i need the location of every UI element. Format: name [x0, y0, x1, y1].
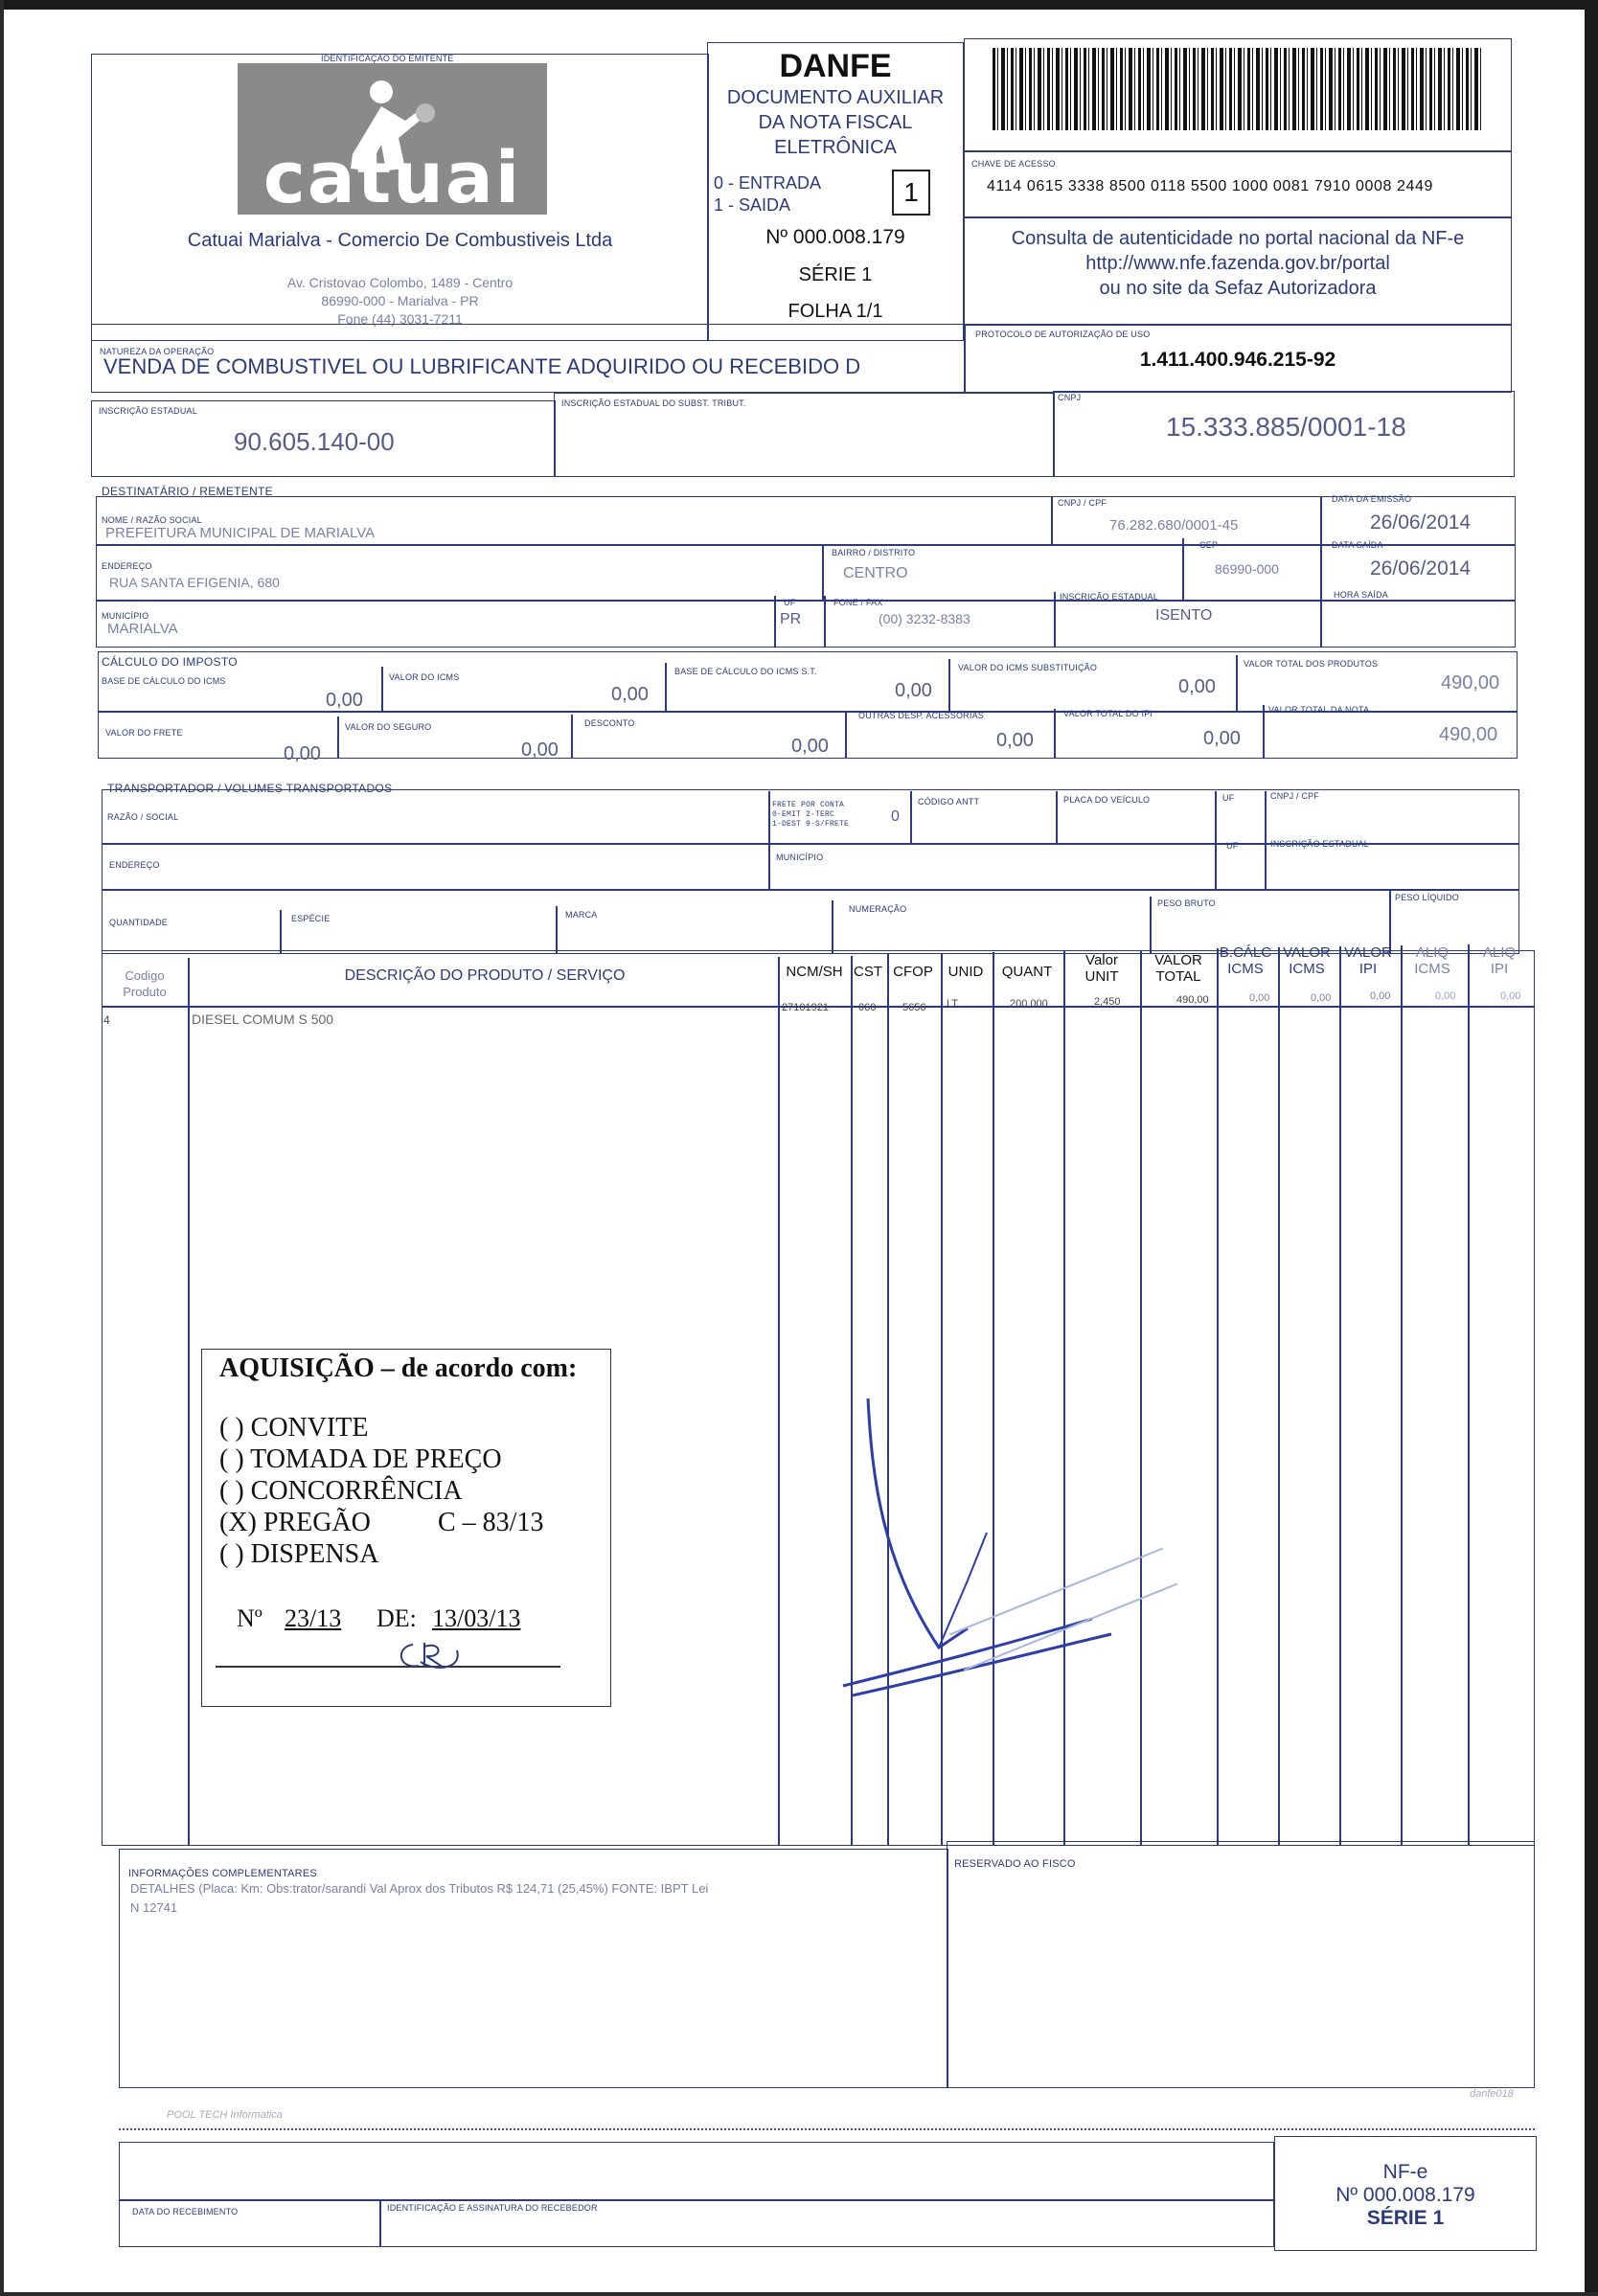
recipient-col-dates [1320, 496, 1322, 648]
antt-label: CÓDIGO ANTT [918, 797, 980, 807]
hdr-description: DESCRIÇÃO DO PRODUTO / SERVIÇO [344, 967, 626, 984]
discount-value: 0,00 [791, 736, 829, 757]
danfe-code: danfe018 [1470, 2088, 1514, 2100]
official-stamp-icon [920, 1513, 1207, 1705]
products-column-divider [778, 957, 780, 1845]
icms-value: 0,00 [611, 684, 649, 705]
transport-col-brand [832, 900, 833, 954]
logo-wordmark: catuai [263, 137, 522, 219]
danfe-subtitle-2: DA NOTA FISCAL [758, 112, 913, 133]
base-st: 0,00 [895, 680, 932, 701]
city-label: MUNICÍPIO [102, 611, 149, 621]
products-column-divider [188, 958, 190, 1845]
transport-col-uf [1215, 791, 1217, 889]
hdr-code-2: Produto [123, 985, 167, 999]
protocol-value: 1.411.400.946.215-92 [1139, 349, 1336, 371]
tax-col-4 [1236, 655, 1238, 711]
exit-time-label: HORA SAÍDA [1334, 590, 1389, 600]
receipt-row [119, 2199, 1274, 2201]
carrier-uf2-label: UF [1226, 841, 1239, 851]
tax-col-b4 [1054, 709, 1056, 759]
recipient-cnpj-label: CNPJ / CPF [1058, 498, 1107, 508]
stamp-pregao-code: C – 83/13 [438, 1508, 544, 1537]
stamp-option-convite: ( ) CONVITE [219, 1413, 369, 1443]
recipient-col-cep [1182, 538, 1184, 600]
software-credit: POOL TECH Informatica [167, 2109, 283, 2121]
hdr-aliq-ipi-2: IPI [1490, 961, 1509, 977]
recipient-ie: ISENTO [1155, 607, 1213, 624]
transport-col-number [1150, 897, 1152, 954]
recipient-address-label: ENDEREÇO [102, 561, 152, 571]
hdr-icms-1: VALOR [1283, 944, 1331, 961]
recipient-col-phone [824, 596, 826, 648]
danfe-subtitle-1: DOCUMENTO AUXILIAR [726, 87, 945, 108]
phone-label: FONE / FAX [833, 598, 883, 607]
hdr-ipi-2: IPI [1358, 961, 1378, 977]
hdr-aliq-ipi [1466, 944, 1533, 977]
hdr-unit-value-2: UNIT [1084, 968, 1119, 985]
transport-section: TRANSPORTADOR / VOLUMES TRANSPORTADOS [107, 782, 393, 795]
danfe-title: DANFE [779, 48, 892, 84]
access-key-label: CHAVE DE ACESSO [971, 159, 1056, 169]
qty-label: QUANTIDADE [109, 918, 169, 927]
hdr-icms [1276, 944, 1337, 977]
stamp-option-tomada: ( ) TOMADA DE PREÇO [219, 1444, 502, 1474]
row-code: 4 [103, 1013, 110, 1027]
base-icms-label: BASE DE CÁLCULO DO ICMS [102, 676, 226, 686]
hdr-cst: CST [854, 964, 882, 980]
transport-col-qty [280, 910, 282, 954]
tax-col-1 [381, 667, 383, 711]
recipient-name-label: NOME / RAZÃO SOCIAL [102, 515, 202, 525]
ipi-total-label: VALOR TOTAL DO IPI [1063, 709, 1153, 718]
icms-label: VALOR DO ICMS [389, 672, 460, 682]
icms-st-label: VALOR DO ICMS SUBSTITUIÇÃO [958, 663, 1098, 672]
scan-edge-right [1585, 0, 1598, 2296]
freight-by-2: 0-EMIT 2-TERC [772, 810, 835, 819]
freight-by-3: 1-DEST 9-S/FRETE [772, 820, 850, 829]
scan-edge-top [0, 0, 1598, 10]
transport-row-2 [102, 889, 1519, 891]
ipi-total: 0,00 [1203, 728, 1241, 749]
hdr-aliq-icms [1399, 944, 1466, 977]
transport-col-species [556, 906, 558, 954]
invoice-series: SÉRIE 1 [798, 264, 873, 285]
hdr-ncm: NCM/SH [786, 964, 843, 980]
insurance-value: 0,00 [521, 739, 559, 761]
district-label: BAIRRO / DISTRITO [832, 548, 916, 557]
freight-label: VALOR DO FRETE [105, 728, 183, 738]
stub-series: SÉRIE 1 [1366, 2207, 1445, 2229]
access-divider-2 [964, 216, 1512, 218]
emission-date-label: DATA DA EMISSÃO [1332, 494, 1412, 504]
stamp-option-dispensa: ( ) DISPENSA [219, 1539, 379, 1569]
exit-label: 1 - SAIDA [714, 195, 791, 215]
emitter-section-label: IDENTIFICAÇÃO DO EMITENTE [321, 54, 454, 63]
danfe-subtitle-3: ELETRÔNICA [774, 137, 897, 158]
numbering-label: NUMERAÇÃO [849, 904, 907, 914]
access-key: 4114 0615 3338 8500 0118 5500 1000 0081 7910 0008 2449 [987, 178, 1434, 194]
hdr-aliq-icms-1: ALIQ [1415, 944, 1450, 961]
hdr-icms-2: ICMS [1289, 961, 1325, 977]
hdr-bc-icms-2: ICMS [1227, 961, 1264, 977]
hdr-unit-value-1: Valor [1085, 952, 1118, 968]
ie-value: 90.605.140-00 [234, 427, 395, 456]
transport-col-plate [1056, 791, 1058, 843]
cep-value: 86990-000 [1215, 561, 1279, 577]
net-weight-label: PESO LÍQUIDO [1395, 893, 1459, 902]
reserved-fisco-label: RESERVADO AO FISCO [954, 1858, 1076, 1870]
invoice-number: Nº 000.008.179 [765, 226, 905, 248]
nature-value: VENDA DE COMBUSTIVEL OU LUBRIFICANTE ADQUIRIDO OU RECEBIDO D [103, 354, 861, 378]
products-column-divider [1339, 946, 1341, 1845]
complementary-info-line-2: N 12741 [130, 1900, 178, 1915]
recipient-col-cnpj [1051, 496, 1053, 544]
consult-line-1: Consulta de autenticidade no portal nacional da NF-e [1011, 228, 1465, 249]
receipt-box [119, 2142, 1274, 2247]
recipient-cnpj: 76.282.680/0001-45 [1109, 517, 1239, 534]
cnpj-label: CNPJ [1058, 393, 1082, 402]
carrier-cnpj-label: CNPJ / CPF [1270, 791, 1320, 801]
row-total: 490,00 [1176, 994, 1209, 1006]
recipient-col-uf [774, 596, 776, 648]
row-bc-icms: 0,00 [1249, 992, 1270, 1004]
freight-by-value: 0 [891, 808, 900, 825]
tax-col-b5 [1263, 705, 1265, 759]
recipient-row-2 [96, 600, 1516, 602]
hdr-unit: UNID [947, 964, 984, 980]
tax-col-2 [665, 663, 667, 711]
row-aliq-icms: 0,00 [1435, 990, 1456, 1002]
stub-title: NF-e [1382, 2161, 1428, 2183]
hdr-total [1140, 952, 1217, 985]
uf-value: PR [780, 611, 802, 627]
tax-col-3 [948, 659, 950, 711]
receipt-id-label: IDENTIFICAÇÃO E ASSINATURA DO RECEBEDOR [387, 2203, 598, 2213]
products-column-divider [1401, 945, 1403, 1845]
insurance-label: VALOR DO SEGURO [345, 722, 432, 732]
stub-number: Nº 000.008.179 [1335, 2184, 1475, 2206]
stamp-date: 13/03/13 [432, 1604, 521, 1632]
hdr-aliq-icms-2: ICMS [1414, 961, 1450, 977]
row-ncm: 27101921 [782, 1002, 829, 1013]
recipient-col-district [822, 544, 824, 600]
entry-label: 0 - ENTRADA [714, 173, 822, 193]
nature-label: NATUREZA DA OPERAÇÃO [100, 347, 215, 356]
reserved-fisco-box [947, 1841, 1535, 2088]
transport-col-antt [910, 791, 912, 843]
emission-date: 26/06/2014 [1370, 511, 1472, 534]
transport-col-cnpj [1265, 791, 1267, 889]
products-total-label: VALOR TOTAL DOS PRODUTOS [1244, 659, 1379, 669]
stamp-number-label: Nº [237, 1604, 263, 1632]
other-value: 0,00 [996, 730, 1034, 751]
freight-by-1: FRETE POR CONTA [772, 801, 845, 809]
recipient-row-1 [96, 544, 1516, 546]
row-aliq-ipi: 0,00 [1500, 990, 1521, 1002]
complementary-info-label: INFORMAÇÕES COMPLEMENTARES [128, 1868, 317, 1879]
emitter-address-2: 86990-000 - Marialva - PR [321, 293, 479, 308]
row-cfop: 5656 [902, 1002, 926, 1013]
row-ipi: 0,00 [1370, 990, 1391, 1002]
operation-type-box: 1 [892, 170, 930, 216]
ie-st-label: INSCRIÇÃO ESTADUAL DO SUBST. TRIBUT. [561, 398, 746, 408]
hdr-total-1: VALOR [1154, 952, 1202, 968]
freight-value: 0,00 [284, 743, 321, 764]
scan-edge-left [0, 0, 4, 2296]
hdr-aliq-ipi-1: ALIQ [1482, 944, 1517, 961]
access-key-barcode [993, 48, 1481, 130]
scan-edge-bottom [0, 2292, 1598, 2296]
tax-col-b1 [337, 716, 339, 759]
hdr-unit-value [1063, 952, 1140, 985]
hdr-bc-icms-1: B.CÁLC [1219, 944, 1272, 961]
carrier-ie-label: INSCRIÇÃO ESTADUAL [1270, 839, 1369, 849]
carrier-name-label: RAZÃO / SOCIAL [107, 812, 179, 822]
stamp-option-concorrencia: ( ) CONCORRÊNCIA [219, 1476, 463, 1506]
note-total: 490,00 [1439, 724, 1498, 745]
base-st-label: BASE DE CÁLCULO DO ICMS S.T. [674, 667, 817, 676]
exit-date: 26/06/2014 [1370, 557, 1472, 580]
invoice-sheet: FOLHA 1/1 [788, 301, 883, 322]
protocol-label: PROTOCOLO DE AUTORIZAÇÃO DE USO [975, 330, 1151, 339]
recipient-name: PREFEITURA MUNICIPAL DE MARIALVA [105, 525, 376, 541]
stamp-initials-icon [386, 1633, 472, 1675]
hdr-code [102, 967, 188, 1000]
stamp-title: AQUISIÇÃO – de acordo com: [219, 1353, 578, 1383]
tax-section: CÁLCULO DO IMPOSTO [102, 655, 238, 669]
plate-label: PLACA DO VEÍCULO [1063, 795, 1151, 805]
brand-label: MARCA [565, 910, 598, 920]
hdr-ipi-1: VALOR [1344, 944, 1392, 961]
district: CENTRO [843, 565, 908, 581]
note-total-label: VALOR TOTAL DA NOTA [1268, 705, 1370, 715]
row-icms: 0,00 [1311, 992, 1332, 1004]
recipient-ie-label: INSCRIÇÃO ESTADUAL [1060, 592, 1158, 602]
cnpj-value: 15.333.885/0001-18 [1166, 412, 1406, 442]
row-unit: LT [947, 998, 959, 1010]
products-column-divider [1278, 947, 1280, 1845]
transport-col-freight [768, 791, 770, 889]
consult-line-2: http://www.nfe.fazenda.gov.br/portal [1085, 253, 1390, 274]
stamp-number: 23/13 [285, 1604, 342, 1632]
carrier-address-label: ENDEREÇO [109, 860, 160, 870]
discount-label: DESCONTO [584, 718, 635, 728]
icms-st: 0,00 [1178, 676, 1216, 697]
row-description: DIESEL COMUM S 500 [192, 1012, 334, 1027]
tax-col-b3 [845, 711, 847, 759]
products-column-divider [1468, 944, 1470, 1845]
row-cst: 060 [858, 1002, 877, 1013]
gross-weight-label: PESO BRUTO [1157, 898, 1216, 908]
row-unit-value: 2,450 [1094, 996, 1121, 1008]
hdr-total-2: TOTAL [1155, 968, 1201, 985]
receipt-date-label: DATA DO RECEBIMENTO [132, 2207, 239, 2216]
hdr-code-1: Codigo [125, 968, 165, 983]
recipient-section: DESTINATÁRIO / REMETENTE [102, 485, 273, 498]
emitter-phone: Fone (44) 3031-7211 [337, 311, 463, 327]
access-divider-1 [964, 150, 1512, 152]
cep-label: CEP [1199, 540, 1219, 550]
hdr-ipi [1337, 944, 1399, 977]
hdr-cfop: CFOP [893, 964, 933, 980]
company-logo [238, 63, 547, 219]
receipt-col [379, 2199, 381, 2247]
tax-col-b2 [571, 715, 573, 759]
emitter-address-1: Av. Cristovao Colombo, 1489 - Centro [286, 275, 514, 290]
consult-line-3: ou no site da Sefaz Autorizadora [1099, 278, 1377, 299]
emitter-name: Catuai Marialva - Comercio De Combustiveis Ltda [187, 230, 613, 251]
stamp-option-pregao: (X) PREGÃO [219, 1508, 371, 1537]
cut-line [119, 2128, 1535, 2130]
complementary-info-line-1: DETALHES (Placa: Km: Obs:trator/sarandi Val Aprox dos Tributos R$ 124,71 (25,45%) FONTE: IBPT Lei [130, 1881, 709, 1896]
products-total: 490,00 [1441, 672, 1500, 693]
recipient-box [96, 496, 1516, 648]
recipient-col-ie [1054, 592, 1056, 648]
phone-value: (00) 3232-8383 [879, 611, 970, 626]
species-label: ESPÉCIE [291, 914, 331, 923]
stamp-date-label: DE: [377, 1604, 417, 1632]
base-icms: 0,00 [326, 690, 363, 711]
carrier-city-label: MUNICÍPIO [776, 852, 824, 862]
recipient-address: RUA SANTA EFIGENIA, 680 [109, 575, 280, 590]
ie-label: INSCRIÇÃO ESTADUAL [99, 406, 197, 416]
hdr-bc-icms [1215, 944, 1276, 977]
city: MARIALVA [107, 621, 178, 637]
hdr-qty: QUANT [1001, 964, 1053, 980]
other-label: OUTRAS DESP. ACESSÓRIAS [858, 711, 984, 720]
row-qty: 200,000 [1010, 998, 1048, 1010]
acquisition-stamp [201, 1349, 611, 1707]
carrier-uf-label: UF [1222, 793, 1235, 803]
exit-date-label: DATA SAÍDA [1332, 540, 1383, 550]
uf-label: UF [784, 598, 796, 607]
